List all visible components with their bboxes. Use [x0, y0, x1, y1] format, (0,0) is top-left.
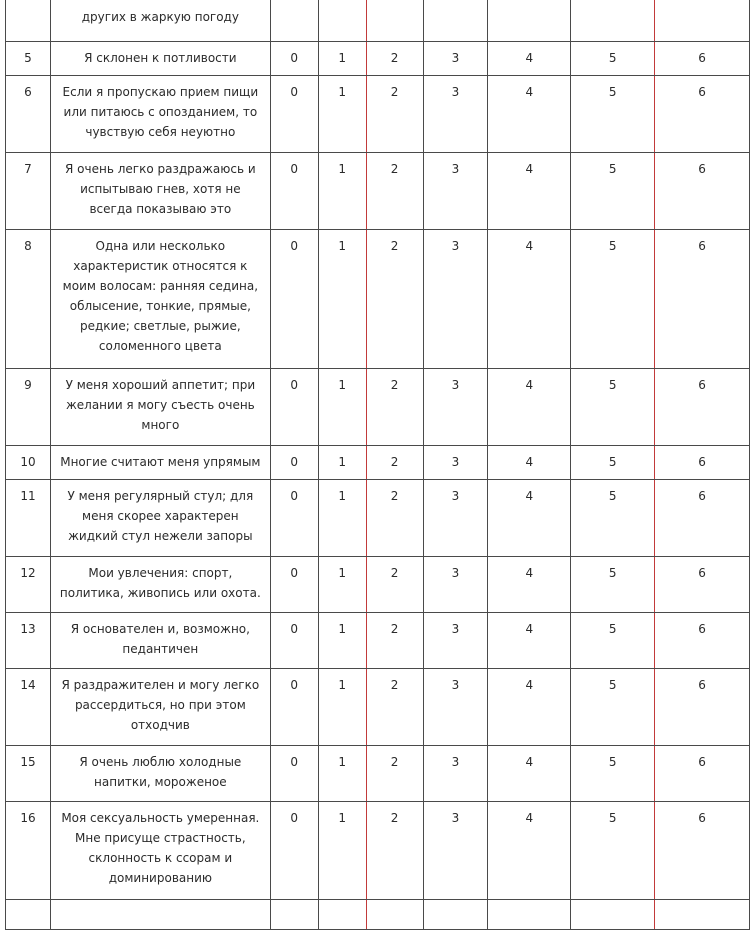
scale-option-4[interactable]: 4 — [488, 802, 571, 900]
statement-text: Моя сексуальность умеренная. Мне присуще страстность, склонность к ссорам и доминированию — [50, 802, 270, 900]
scale-option-5[interactable]: 5 — [571, 153, 655, 230]
scale-option-4[interactable]: 4 — [488, 42, 571, 76]
statement-text: У меня хороший аппетит; при желании я могу съесть очень много — [50, 369, 270, 446]
statement-number: 5 — [6, 42, 51, 76]
scale-option-1[interactable]: 1 — [318, 42, 366, 76]
statement-text — [50, 900, 270, 930]
scale-option-2[interactable]: 2 — [366, 42, 423, 76]
scale-option-1[interactable]: 1 — [318, 153, 366, 230]
scale-option-3[interactable]: 3 — [423, 669, 488, 746]
scale-option-1[interactable]: 1 — [318, 76, 366, 153]
scale-option-1[interactable]: 1 — [318, 746, 366, 802]
statement-text: Многие считают меня упрямым — [50, 446, 270, 480]
scale-option-4[interactable]: 4 — [488, 230, 571, 369]
statement-number: 6 — [6, 76, 51, 153]
statement-number: 14 — [6, 669, 51, 746]
scale-option-1 — [318, 900, 366, 930]
scale-option-5[interactable]: 5 — [571, 446, 655, 480]
scale-option-0[interactable]: 0 — [270, 153, 318, 230]
scale-option-2[interactable]: 2 — [366, 76, 423, 153]
statement-number: 13 — [6, 613, 51, 669]
statement-number: 8 — [6, 230, 51, 369]
scale-option-2[interactable]: 2 — [366, 153, 423, 230]
statement-number — [6, 900, 51, 930]
scale-option-1[interactable]: 1 — [318, 802, 366, 900]
table-row — [6, 0, 750, 42]
scale-option-5 — [571, 0, 655, 42]
scale-option-3[interactable]: 3 — [423, 76, 488, 153]
statement-text: Я раздражителен и могу легко рассердиться, но при этом отходчив — [50, 669, 270, 746]
scale-option-0[interactable]: 0 — [270, 230, 318, 369]
scale-option-0 — [270, 900, 318, 930]
scale-option-2 — [366, 900, 423, 930]
statement-text: Я очень люблю холодные напитки, мороженое — [50, 746, 270, 802]
table-row — [6, 900, 750, 930]
table-row — [6, 746, 750, 802]
table-row — [6, 230, 750, 369]
scale-option-5[interactable]: 5 — [571, 613, 655, 669]
statement-text: Я склонен к потливости — [50, 42, 270, 76]
statement-text: Если я пропускаю прием пищи или питаюсь с опозданием, то чувствую себя неуютно — [50, 76, 270, 153]
scale-option-6[interactable]: 6 — [655, 557, 750, 613]
scale-option-6[interactable]: 6 — [655, 42, 750, 76]
scale-option-0[interactable]: 0 — [270, 369, 318, 446]
scale-option-2[interactable]: 2 — [366, 480, 423, 557]
table-row — [6, 446, 750, 480]
scale-option-2[interactable]: 2 — [366, 557, 423, 613]
scale-option-6[interactable]: 6 — [655, 153, 750, 230]
statement-number: 7 — [6, 153, 51, 230]
scale-option-4[interactable]: 4 — [488, 557, 571, 613]
scale-option-1[interactable]: 1 — [318, 230, 366, 369]
scale-option-4[interactable]: 4 — [488, 153, 571, 230]
scale-option-2[interactable]: 2 — [366, 802, 423, 900]
scale-option-0 — [270, 0, 318, 42]
statement-text: Одна или несколько характеристик относятся к моим волосам: ранняя седина, облысение, тонкие, прямые, редкие; светлые, рыжие, соломенного цвета — [50, 230, 270, 369]
scale-option-1[interactable]: 1 — [318, 557, 366, 613]
scale-option-1[interactable]: 1 — [318, 369, 366, 446]
scale-option-6[interactable]: 6 — [655, 76, 750, 153]
questionnaire-table — [5, 0, 750, 930]
scale-option-5[interactable]: 5 — [571, 746, 655, 802]
scale-option-2 — [366, 0, 423, 42]
statement-text: Я основателен и, возможно, педантичен — [50, 613, 270, 669]
scale-option-6 — [655, 0, 750, 42]
scale-option-4[interactable]: 4 — [488, 669, 571, 746]
statement-text: Я очень легко раздражаюсь и испытываю гнев, хотя не всегда показываю это — [50, 153, 270, 230]
table-row — [6, 802, 750, 900]
scale-option-6[interactable]: 6 — [655, 613, 750, 669]
statement-number: 15 — [6, 746, 51, 802]
scale-option-0[interactable]: 0 — [270, 669, 318, 746]
scale-option-4[interactable]: 4 — [488, 613, 571, 669]
scale-option-3 — [423, 0, 488, 42]
scale-option-2[interactable]: 2 — [366, 613, 423, 669]
scale-option-3[interactable]: 3 — [423, 557, 488, 613]
scale-option-4 — [488, 0, 571, 42]
scale-option-3[interactable]: 3 — [423, 42, 488, 76]
scale-option-1 — [318, 0, 366, 42]
scale-option-3[interactable]: 3 — [423, 230, 488, 369]
scale-option-6[interactable]: 6 — [655, 746, 750, 802]
scale-option-4[interactable]: 4 — [488, 369, 571, 446]
scale-option-1[interactable]: 1 — [318, 480, 366, 557]
statement-number: 9 — [6, 369, 51, 446]
scale-option-1[interactable]: 1 — [318, 613, 366, 669]
scale-option-5 — [571, 900, 655, 930]
table-row — [6, 76, 750, 153]
scale-option-0[interactable]: 0 — [270, 746, 318, 802]
scale-option-0[interactable]: 0 — [270, 76, 318, 153]
scale-option-1[interactable]: 1 — [318, 669, 366, 746]
scale-option-0[interactable]: 0 — [270, 557, 318, 613]
scale-option-0[interactable]: 0 — [270, 42, 318, 76]
scale-option-0[interactable]: 0 — [270, 480, 318, 557]
table-row — [6, 557, 750, 613]
scale-option-6[interactable]: 6 — [655, 669, 750, 746]
scale-option-5[interactable]: 5 — [571, 369, 655, 446]
scale-option-1[interactable]: 1 — [318, 446, 366, 480]
table-row — [6, 669, 750, 746]
scale-option-5[interactable]: 5 — [571, 42, 655, 76]
statement-number: 10 — [6, 446, 51, 480]
table-row — [6, 613, 750, 669]
scale-option-0[interactable]: 0 — [270, 802, 318, 900]
scale-option-0[interactable]: 0 — [270, 446, 318, 480]
scale-option-2[interactable]: 2 — [366, 669, 423, 746]
statement-text: У меня регулярный стул; для меня скорее характерен жидкий стул нежели запоры — [50, 480, 270, 557]
scale-option-3[interactable]: 3 — [423, 446, 488, 480]
scale-option-4[interactable]: 4 — [488, 446, 571, 480]
scale-option-6[interactable]: 6 — [655, 446, 750, 480]
scale-option-3[interactable]: 3 — [423, 153, 488, 230]
scale-option-3[interactable]: 3 — [423, 613, 488, 669]
scale-option-5[interactable]: 5 — [571, 230, 655, 369]
scale-option-5[interactable]: 5 — [571, 76, 655, 153]
scale-option-3[interactable]: 3 — [423, 746, 488, 802]
statement-number: 16 — [6, 802, 51, 900]
scale-option-3[interactable]: 3 — [423, 369, 488, 446]
scale-option-5[interactable]: 5 — [571, 557, 655, 613]
scale-option-6[interactable]: 6 — [655, 480, 750, 557]
scale-option-4[interactable]: 4 — [488, 746, 571, 802]
scale-option-2[interactable]: 2 — [366, 446, 423, 480]
scale-option-6[interactable]: 6 — [655, 369, 750, 446]
scale-option-6[interactable]: 6 — [655, 802, 750, 900]
scale-option-4 — [488, 900, 571, 930]
table-row — [6, 480, 750, 557]
scale-option-5[interactable]: 5 — [571, 480, 655, 557]
scale-option-0[interactable]: 0 — [270, 613, 318, 669]
scale-option-3[interactable]: 3 — [423, 480, 488, 557]
table-row — [6, 153, 750, 230]
table-row — [6, 369, 750, 446]
statement-text: других в жаркую погоду — [50, 0, 270, 42]
scale-option-2[interactable]: 2 — [366, 746, 423, 802]
questionnaire-rows — [6, 0, 750, 930]
statement-number: 12 — [6, 557, 51, 613]
scale-option-3 — [423, 900, 488, 930]
scale-option-5[interactable]: 5 — [571, 669, 655, 746]
scale-option-6[interactable]: 6 — [655, 230, 750, 369]
scale-option-5[interactable]: 5 — [571, 802, 655, 900]
scale-option-2[interactable]: 2 — [366, 369, 423, 446]
scale-option-4[interactable]: 4 — [488, 76, 571, 153]
scale-option-2[interactable]: 2 — [366, 230, 423, 369]
table-row — [6, 42, 750, 76]
statement-number — [6, 0, 51, 42]
scale-option-3[interactable]: 3 — [423, 802, 488, 900]
statement-number: 11 — [6, 480, 51, 557]
statement-text: Мои увлечения: спорт, политика, живопись или охота. — [50, 557, 270, 613]
scale-option-4[interactable]: 4 — [488, 480, 571, 557]
scale-option-6 — [655, 900, 750, 930]
